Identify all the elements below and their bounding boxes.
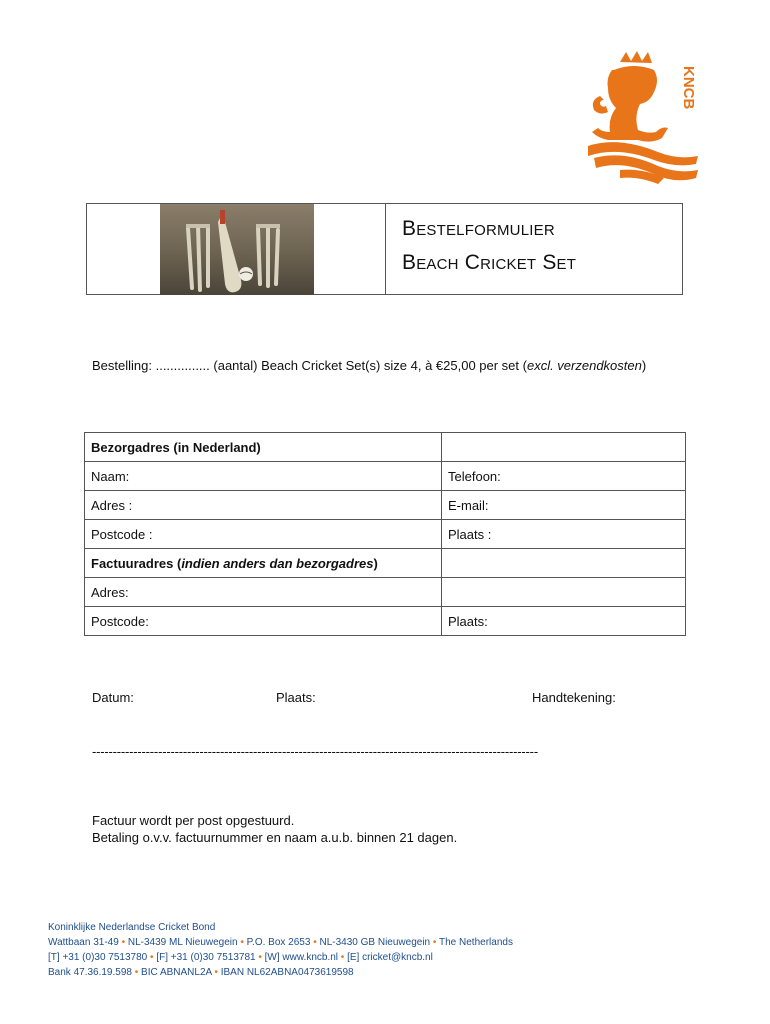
address-field[interactable]: Adres : <box>85 491 442 520</box>
order-text: Bestelling: ............... (aantal) Beach Cricket Set(s) size 4, à €25,00 per set ( <box>92 358 527 373</box>
name-field[interactable]: Naam: <box>85 462 442 491</box>
note-line: Betaling o.v.v. factuurnummer en naam a.u.b. binnen 21 dagen. <box>92 830 458 845</box>
footer-separator: • <box>340 952 345 963</box>
header-title-cell <box>386 204 682 294</box>
table-row <box>85 462 686 491</box>
city-field[interactable]: Plaats : <box>442 520 686 549</box>
payment-notes <box>92 812 457 846</box>
footer-separator: • <box>150 952 154 963</box>
address-table <box>84 432 686 636</box>
empty-cell <box>442 578 686 607</box>
empty-cell <box>442 433 686 462</box>
footer-text: NL-3430 GB Nieuwegein <box>319 937 431 948</box>
header-box <box>86 203 683 295</box>
cricket-set-photo <box>160 204 314 295</box>
invoice-heading-text: Factuuradres ( <box>91 555 182 571</box>
footer-text: The Netherlands <box>439 937 513 948</box>
order-text-suffix: ) <box>641 358 647 373</box>
invoice-postcode-field[interactable]: Postcode: <box>85 607 442 636</box>
phone-field[interactable]: Telefoon: <box>442 462 686 491</box>
footer-separator: • <box>121 937 126 948</box>
form-title-line-2: Beach Cricket Set <box>402 251 577 274</box>
invoice-address-field[interactable]: Adres: <box>85 578 442 607</box>
footer-org-name: Koninklijke Nederlandse Cricket Bond <box>48 922 216 933</box>
footer-email-link[interactable]: [E] cricket@kncb.nl <box>347 952 433 963</box>
place-label: Plaats: <box>276 690 316 705</box>
footer-text: P.O. Box 2653 <box>246 937 311 948</box>
delivery-address-heading: Bezorgadres (in Nederland) <box>85 433 442 462</box>
table-row <box>85 520 686 549</box>
footer-text: BIC ABNANL2A <box>141 967 212 978</box>
postcode-field[interactable]: Postcode : <box>85 520 442 549</box>
note-line: Factuur wordt per post opgestuurd. <box>92 813 295 828</box>
signature-label: Handtekening: <box>532 690 616 705</box>
email-field[interactable]: E-mail: <box>442 491 686 520</box>
order-note-italic: excl. verzendkosten <box>526 358 642 373</box>
table-row <box>85 549 686 578</box>
invoice-address-heading <box>85 549 442 578</box>
footer-text: Bank 47.36.19.598 <box>48 967 132 978</box>
footer-separator: • <box>258 952 262 963</box>
footer-separator: • <box>214 967 218 978</box>
footer-text: IBAN NL62ABNA0473619598 <box>220 967 354 978</box>
footer-separator: • <box>134 967 139 978</box>
kncb-logo-text: KNCB <box>680 66 697 110</box>
table-row <box>85 491 686 520</box>
invoice-heading-italic: indien anders dan bezorgadres <box>181 555 374 571</box>
footer-separator: • <box>432 937 437 948</box>
footer-text: Wattbaan 31-49 <box>48 937 119 948</box>
footer-text: [F] +31 (0)30 7513781 <box>156 952 256 963</box>
empty-cell <box>442 549 686 578</box>
footer-bank <box>48 965 513 980</box>
form-title-line-1: Bestelformulier <box>402 217 555 240</box>
invoice-city-field[interactable]: Plaats: <box>442 607 686 636</box>
cut-line-divider: ------------------------------------------------------------------------------------------------------------ <box>92 744 538 759</box>
table-row <box>85 578 686 607</box>
table-row <box>85 607 686 636</box>
table-row <box>85 433 686 462</box>
header-image-cell <box>87 204 386 294</box>
footer-separator: • <box>240 937 244 948</box>
footer-separator: • <box>313 937 317 948</box>
footer-address <box>48 935 513 950</box>
invoice-heading-suffix: ) <box>373 555 378 571</box>
date-label: Datum: <box>92 690 134 705</box>
footer-text: [T] +31 (0)30 7513780 <box>48 952 148 963</box>
footer <box>48 920 513 980</box>
order-quantity-line <box>92 358 646 373</box>
footer-website-link[interactable]: [W] www.kncb.nl <box>264 952 339 963</box>
footer-text: NL-3439 ML Nieuwegein <box>127 937 238 948</box>
footer-contact <box>48 950 513 965</box>
kncb-lion-logo <box>580 50 708 186</box>
